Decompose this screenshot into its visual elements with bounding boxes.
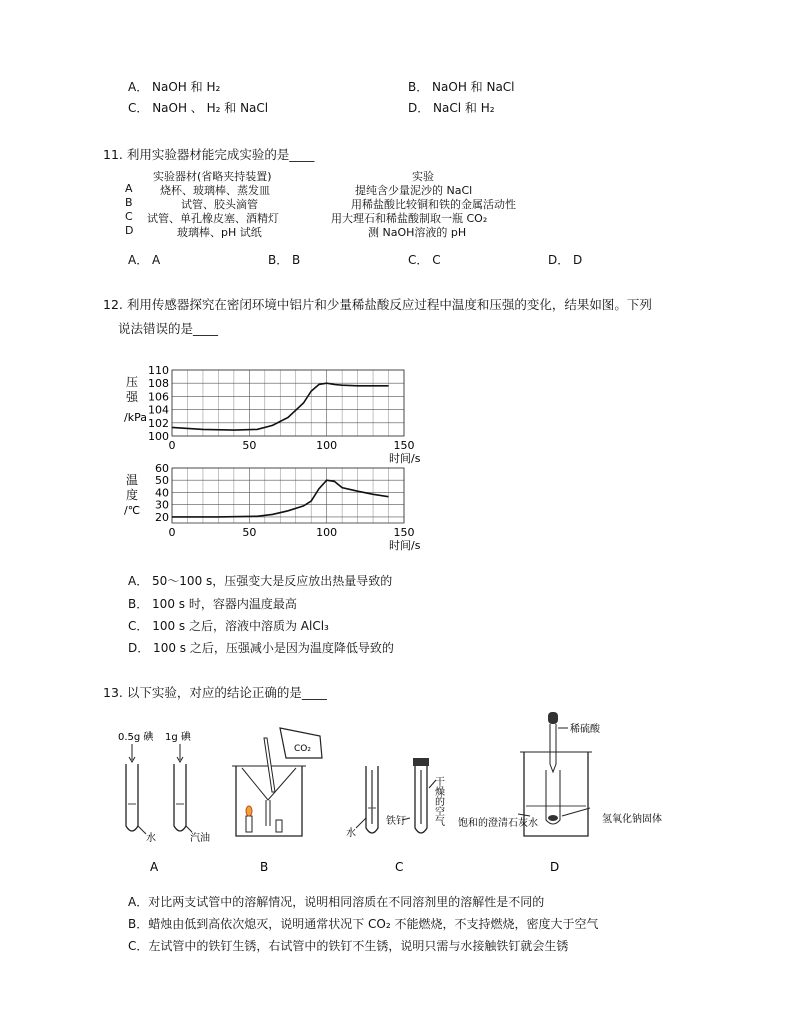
label-co2: CO₂: [294, 744, 311, 754]
q11-option-b: B． B: [268, 253, 301, 267]
experiment-d-figure: [458, 712, 662, 874]
x-tick-label: 150: [393, 439, 415, 452]
q13-figure: [110, 708, 690, 878]
label-limewater: 饱和的澄清石灰水: [458, 818, 538, 829]
y-axis-label-unit: /kPa: [124, 411, 147, 424]
q11-option-a: A． A: [128, 253, 161, 267]
pointer-line: [356, 818, 366, 828]
q11-row-experiment: 用稀盐酸比较铜和铁的金属活动性: [351, 198, 516, 211]
y-tick-label: 40: [155, 486, 169, 500]
label-iodine-one: 1g 碘: [165, 732, 191, 743]
x-tick-label: 0: [168, 439, 176, 452]
plot-frame: [172, 468, 404, 523]
q11-option-d: D． D: [548, 253, 583, 267]
q13-stem: 13. 以下实验，对应的结论正确的是____: [103, 685, 327, 700]
plot-frame: [172, 370, 404, 436]
q11-row-key: B: [125, 196, 133, 209]
label-naoh: 氢氧化钠固体: [602, 814, 662, 825]
x-tick-label: 50: [242, 439, 257, 452]
label-water: 水: [146, 833, 156, 844]
flame-icon: [246, 806, 252, 816]
q11-row-key: A: [125, 182, 133, 195]
y-axis-label-char: 强: [126, 390, 139, 404]
label-nail: 铁钉: [386, 816, 406, 827]
q10-option-a: A． NaOH 和 H₂: [128, 80, 221, 94]
q12-charts: [120, 362, 440, 557]
pointer-line: [138, 826, 146, 834]
q11-row-experiment: 测 NaOH溶液的 pH: [368, 226, 467, 239]
x-tick-label: 0: [168, 526, 176, 539]
pointer-line: [562, 808, 590, 816]
q10-option-b: B． NaOH 和 NaCl: [408, 80, 515, 94]
q12-option-c: C． 100 s 之后，溶液中溶质为 AlCl₃: [128, 619, 329, 633]
q11-row-key: C: [125, 210, 133, 223]
q11-option-c: C． C: [408, 253, 441, 267]
y-axis-label-char: 度: [126, 488, 139, 502]
y-tick-label: 30: [155, 498, 169, 512]
y-axis-label-char: 温: [126, 473, 139, 487]
candle: [246, 816, 252, 832]
q11-row-experiment: 提纯含少量泥沙的 NaCl: [355, 184, 473, 197]
q12-option-d: D． 100 s 之后，压强减小是因为温度降低导致的: [128, 641, 394, 655]
caption-b: B: [260, 860, 269, 874]
y-axis-label-unit: /℃: [124, 504, 141, 517]
y-tick-label: 104: [148, 403, 169, 417]
experiment-c-figure: [346, 758, 445, 874]
x-axis-label: 时间/s: [389, 452, 421, 465]
temperature-chart: [124, 462, 421, 552]
y-tick-label: 110: [148, 364, 169, 377]
q11-row-equipment: 烧杯、玻璃棒、蒸发皿: [160, 184, 270, 197]
dropper-tube: [550, 724, 556, 772]
y-tick-label: 60: [155, 462, 169, 475]
q11-row-equipment: 试管、胶头滴管: [181, 198, 258, 211]
q13-option-b: B．蜡烛由低到高依次熄灭，说明通常状况下 CO₂ 不能燃烧，不支持燃烧，密度大于空气: [128, 917, 599, 931]
label-dilute-acid: 稀硫酸: [570, 724, 600, 735]
experiment-a-figure: [118, 730, 210, 874]
label-iodine-half: 0.5g 碘: [118, 732, 154, 743]
q11-row-equipment: 玻璃棒、pH 试纸: [177, 226, 262, 239]
y-tick-label: 108: [148, 377, 169, 391]
caption-c: C: [395, 860, 404, 874]
q11-row-equipment: 试管、单孔橡皮塞、酒精灯: [147, 212, 279, 225]
test-tube: [174, 764, 186, 831]
test-tube: [126, 764, 138, 831]
q10-option-c: C． NaOH 、 H₂ 和 NaCl: [128, 101, 269, 115]
q13-option-c: C．左试管中的铁钉生锈，右试管中的铁钉不生锈，说明只需与水接触铁钉就会生锈: [128, 939, 569, 953]
caption-d: D: [550, 860, 560, 874]
q11-header-experiment: 实验: [412, 170, 434, 183]
q10-option-d: D． NaCl 和 H₂: [408, 101, 495, 115]
x-tick-label: 100: [316, 526, 338, 539]
x-tick-label: 100: [316, 439, 338, 452]
q11-header-equipment: 实验器材(省略夹持装置): [153, 170, 272, 183]
pressure-chart: [124, 364, 421, 465]
dropper-bulb: [548, 712, 558, 724]
solid-particles: [548, 815, 558, 821]
y-axis-label-char: 压: [126, 375, 139, 389]
glass-rod: [264, 738, 275, 792]
q12-stem-line2: 说法错误的是____: [118, 321, 219, 336]
label-gasoline: 汽油: [190, 833, 210, 844]
y-tick-label: 50: [155, 474, 169, 488]
y-tick-label: 106: [148, 390, 169, 404]
y-tick-label: 102: [148, 416, 169, 430]
y-tick-label: 20: [155, 510, 169, 524]
label-dry-air: 干燥的空气: [432, 776, 444, 826]
caption-a: A: [150, 860, 159, 874]
experiment-b-figure: [232, 728, 322, 874]
q11-row-experiment: 用大理石和稀盐酸制取一瓶 CO₂: [331, 212, 488, 225]
candle: [276, 820, 282, 832]
x-tick-label: 150: [393, 526, 415, 539]
q13-option-a: A．对比两支试管中的溶解情况，说明相同溶质在不同溶剂里的溶解性是不同的: [128, 895, 545, 909]
x-axis-label: 时间/s: [389, 539, 421, 552]
q11-row-key: D: [125, 224, 134, 237]
pointer-line: [186, 826, 192, 832]
stopper: [413, 758, 429, 766]
q12-option-b: B． 100 s 时，容器内温度最高: [128, 597, 297, 611]
label-water-c: 水: [346, 828, 356, 839]
y-tick-label: 100: [148, 430, 169, 443]
q12-option-a: A． 50～100 s，压强变大是反应放出热量导致的: [128, 574, 393, 588]
q12-stem-line1: 12. 利用传感器探究在密闭环境中铝片和少量稀盐酸反应过程中温度和压强的变化，结果如图。下列: [103, 297, 652, 312]
x-tick-label: 50: [242, 526, 257, 539]
q11-stem: 11. 利用实验器材能完成实验的是____: [103, 147, 315, 162]
